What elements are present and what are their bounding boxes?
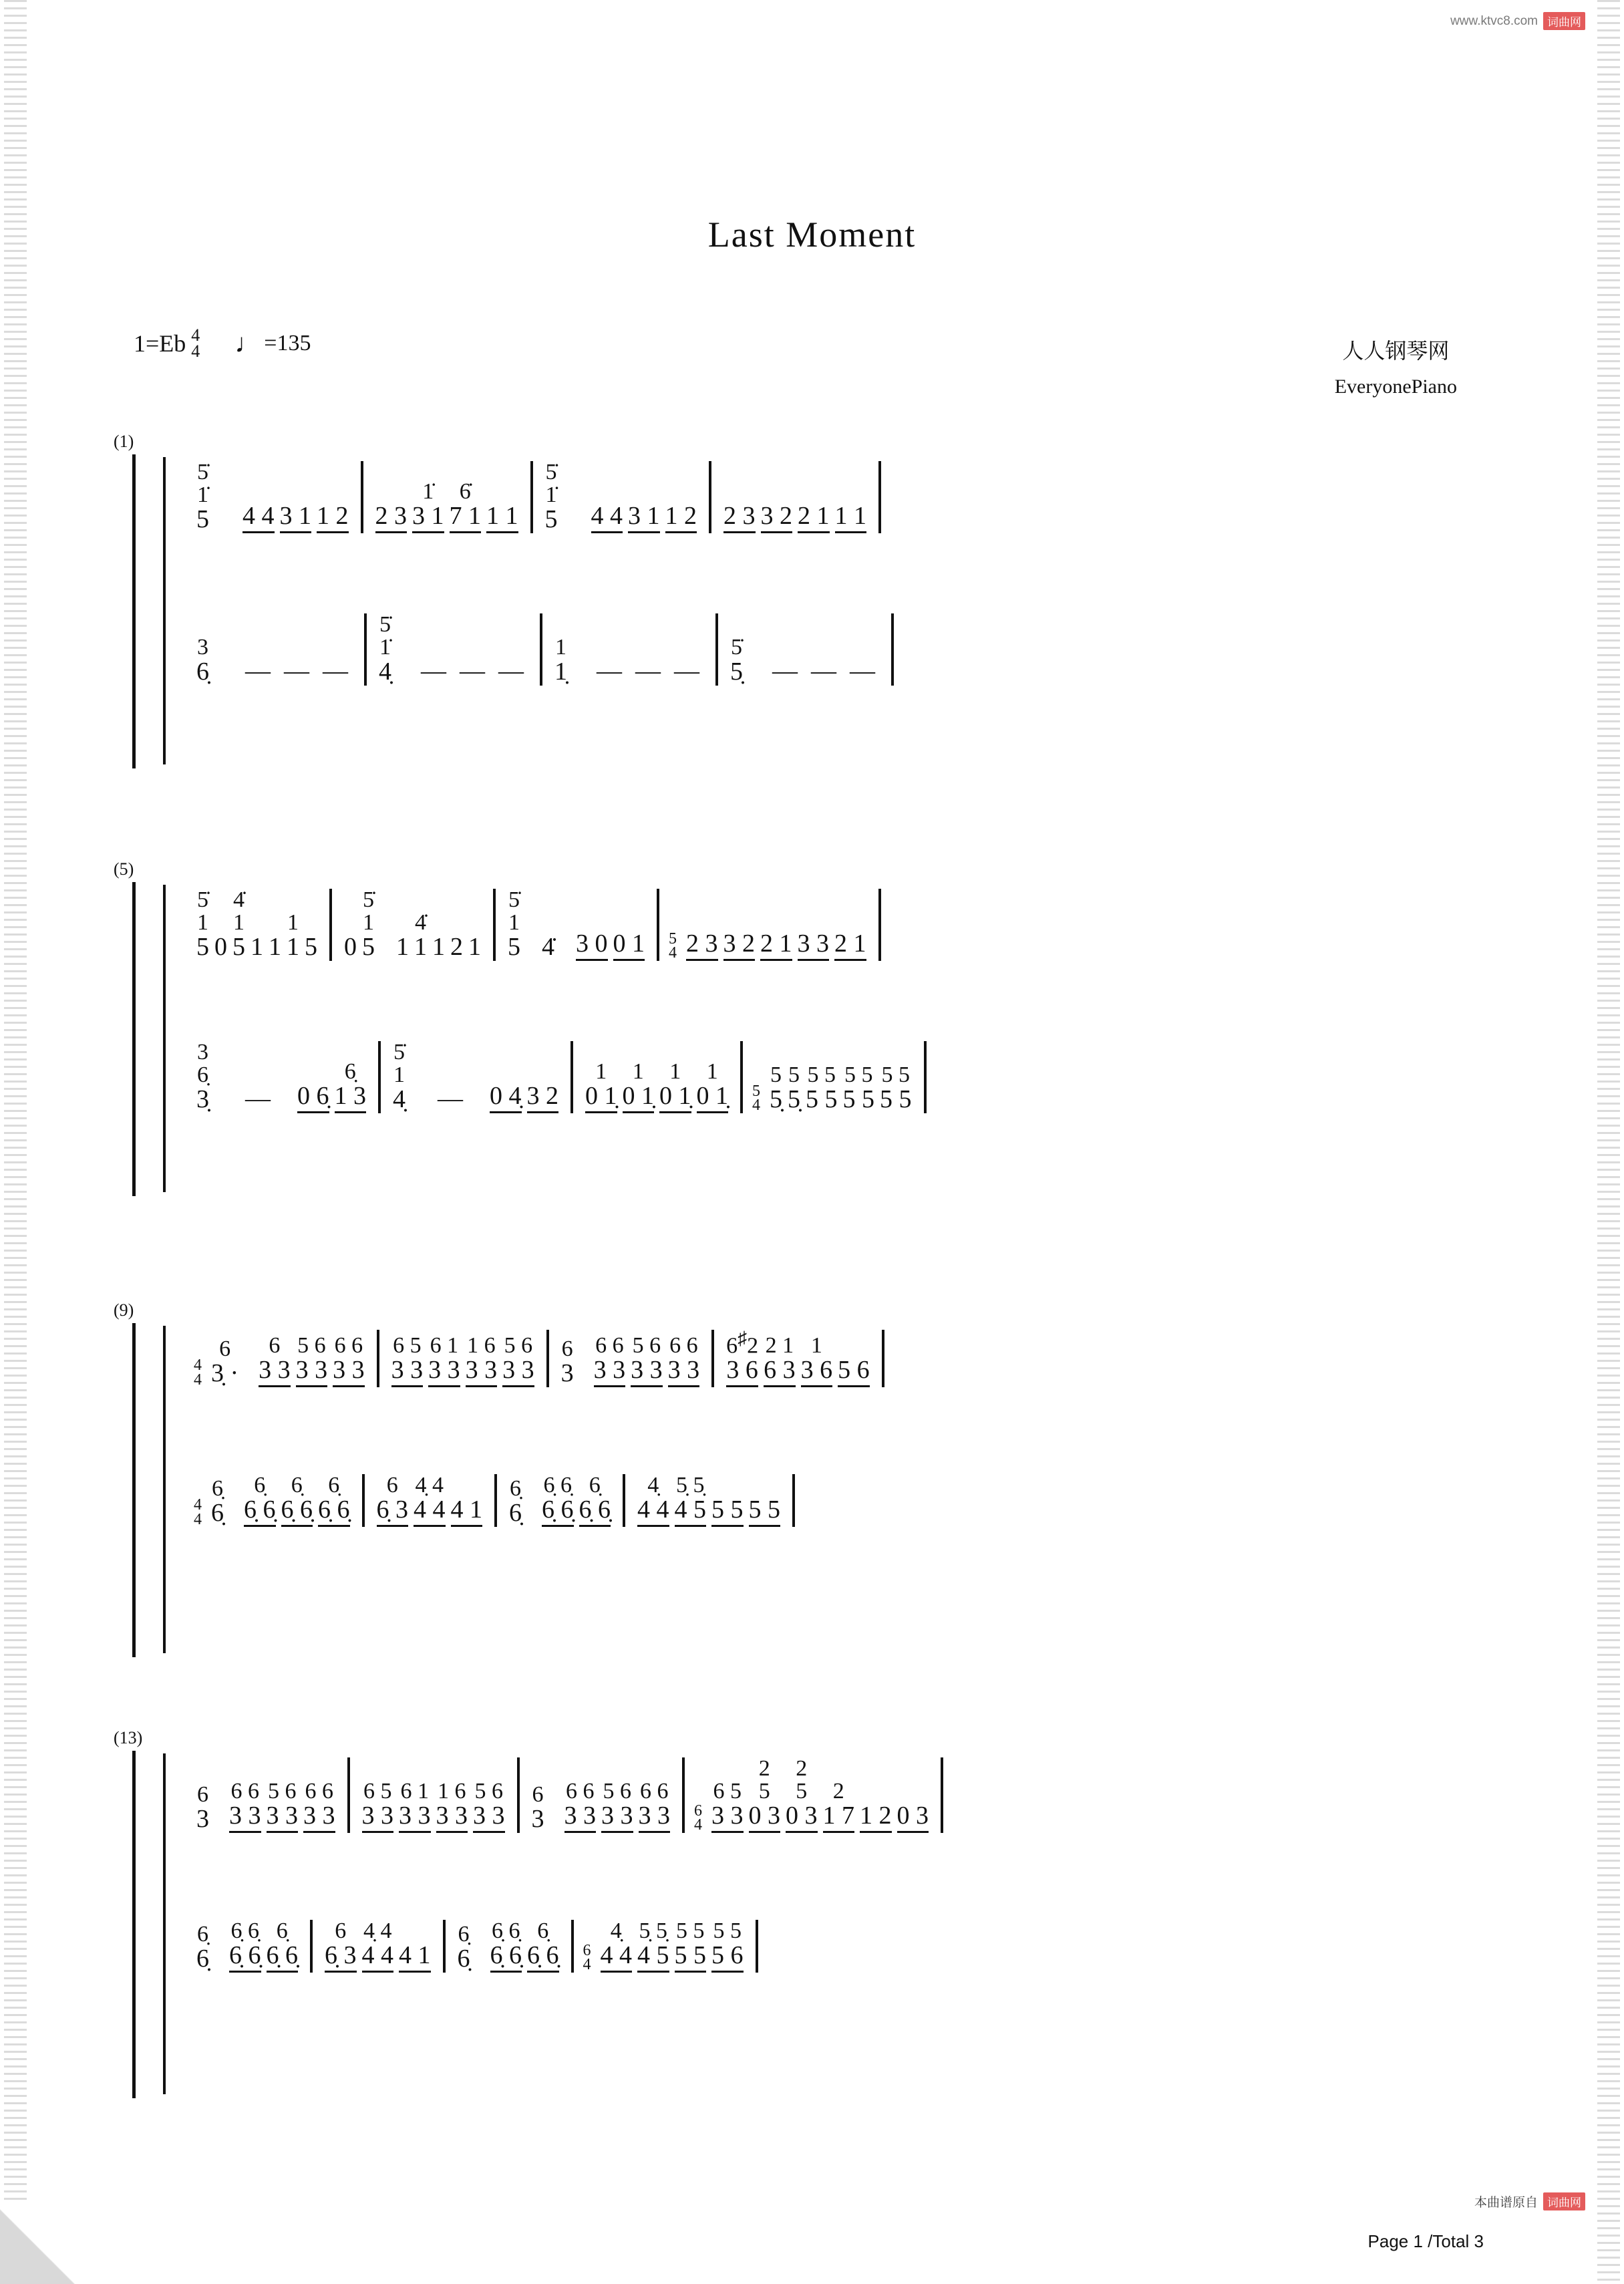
time-signature-5-4: 5 4 (669, 930, 677, 962)
watermark-bottom-badge: 词曲网 (1543, 2192, 1585, 2210)
page-footer: Page 1 /Total 3 (1367, 2231, 1484, 2251)
credit-chinese: 人人钢琴网 (1342, 339, 1450, 363)
system-3-brace (132, 1323, 166, 1657)
system-2-bass-m8: 5 4 5 5̣ 5 5̣ 5 5 5 5 5 5 5 5 5 5 5 5 (752, 1062, 912, 1115)
system-4-brace (132, 1751, 166, 2098)
system-4-bass-m15: 6̣ 6̣ 6̣ 6̣ 6̣ 6̣ 6̣ 6̣ 6̣ (457, 1918, 559, 1973)
system-1-bass-m4: 5̇ 5̣ — — — (730, 634, 875, 686)
music-system-4 (114, 1728, 1510, 2098)
music-system-2 (114, 859, 1510, 1196)
credit-block (1335, 334, 1457, 398)
time-signature-4-4-treble: 4 4 (194, 1357, 202, 1389)
quarter-note-icon: ♩ (234, 327, 262, 358)
time-signature-6-4-bass: 6 4 (583, 1941, 591, 1974)
system-2-treble-m5: 5̇ 1 5 0 4̇ 1 5 1 1 1 1 5 (196, 887, 317, 961)
system-2-treble-m7: 5̇ 1 5 4̇ 3 0 0 1 (508, 887, 645, 961)
system-2-treble-m8: 5 4 2 3 3 2 2 1 3 3 2 1 (669, 930, 866, 962)
page-title: Last Moment (707, 215, 917, 255)
system-4-bass-m14: 6 6̣ 3 4̣ 4 4 4 4 1 (322, 1920, 434, 1973)
watermark-top-badge: 词曲网 (1543, 12, 1585, 30)
time-signature-6-4-treble: 6 4 (694, 1802, 702, 1834)
system-1-brace (132, 454, 166, 768)
credit-english: EveryonePiano (1334, 376, 1457, 398)
system-1-treble-m3: 5̇ 1̇ 5 4 4 3 1 1 2 (544, 460, 697, 533)
system-1-bass-m1: 3 6̣ — — — (196, 634, 348, 686)
system-3-bass-m11: 6̣ 6̣ 6̣ 6̣ 6̣ 6̣ 6̣ 6̣ 6̣ (509, 1473, 611, 1528)
tempo-value: =135 (264, 330, 311, 355)
system-4-treble-m16: 6 4 6 5 3 3 2 5 0 3 2 5 0 3 2 1 7 1 2 0 3 (694, 1756, 929, 1834)
system-1-barline (163, 457, 166, 764)
time-signature-4-4-bass: 4 4 (194, 1495, 202, 1528)
system-2-brace (132, 882, 166, 1196)
system-3-treble-m9: 6 3̣ · 6 3 3 5 6 3 3 6 6 3 3 (211, 1333, 365, 1388)
tempo-marking (234, 327, 311, 358)
system-4-bass-m13: 6̣ 6̣ 6̣ 6̣ 6̣ 6̣ 6̣ 6̣ 6̣ (196, 1918, 298, 1973)
scan-edge-left (4, 0, 27, 2284)
music-system-3 (114, 1300, 1510, 1657)
system-4-number: (13) (114, 1728, 143, 1747)
system-2-bass-m6: 5̇ 1 4̣ — 0 4̣ 3 2 (393, 1039, 558, 1113)
system-1-treble-m2: 2 3 1̇ 3 1 6̇ 7 1 1 1 (373, 480, 521, 533)
watermark-top (1450, 12, 1585, 30)
system-1-number: (1) (114, 432, 134, 451)
system-1-treble-m4: 2 3 3 2 2 1 1 1 (721, 503, 869, 533)
system-2-barline (163, 885, 166, 1192)
system-3-treble-m10: 6 5 3 3 6 1 3 3 1 6 3 3 5 6 3 3 (389, 1334, 537, 1387)
system-3-barline (163, 1326, 166, 1653)
scan-edge-right (1597, 0, 1620, 2284)
key-signature: 1=Eb (134, 329, 186, 357)
key-and-tempo (134, 327, 311, 360)
system-3-treble-m12: 6♯2 3 6 2 1 6 3 1 3 6 5 6 (723, 1330, 872, 1387)
system-1-bass-m2: 5̇ 1̇ 4̣ — — — (379, 611, 524, 686)
system-3-bass-m10: 6 6̣ 3 4̣ 4 4 4 4 1 (374, 1474, 486, 1527)
system-2-bass-m5: 3 6̣ 3̣ — 0 6̣ 6̣ 1 3 (196, 1039, 366, 1113)
page-corner-fold (0, 2204, 80, 2284)
system-3-number: (9) (114, 1300, 134, 1320)
system-4-barline (163, 1753, 166, 2094)
system-4-treble-m14: 6 5 3 3 6 1 3 3 1 6 3 3 5 6 3 3 (359, 1780, 508, 1833)
time-signature: 4 4 (191, 325, 200, 361)
system-3-treble-m11: 6 3 6 6 3 3 5 6 3 3 6 6 3 3 (560, 1333, 700, 1388)
watermark-bottom-text: 本曲谱原自 (1474, 2196, 1538, 2210)
watermark-top-url: www.ktvc8.com (1450, 13, 1538, 28)
system-3-bass-m9: 6̣ 6̣ 6̣ 6̣ 6̣ 6̣ 6̣ 6̣ 6̣ 6̣ 6̣ (211, 1473, 350, 1528)
system-4-bass-m16: 6 4 4̣ 4 4 5̣ 5̣ 4 5 5 5 5 5 5 5 5 6 (583, 1918, 744, 1974)
system-4-treble-m15: 6 3 6 6 3 3 5 6 3 3 6 6 3 3 (531, 1779, 670, 1833)
system-4-treble-m13: 6 3 6 6 3 3 5 6 3 3 6 6 3 3 (196, 1779, 335, 1833)
watermark-bottom (1474, 2192, 1585, 2210)
system-2-treble-m6: 0 5̇ 1 5 1 4̇ 1 1 2 1 (344, 887, 481, 961)
time-signature-5-4-bass: 5 4 (752, 1082, 760, 1115)
system-1-bass-m3: 1 1̣ — — — (554, 634, 699, 686)
system-1-treble-m1: 5̇ 1̇ 5 4 4 3 1 1 2 (196, 460, 349, 533)
system-2-number: (5) (114, 859, 134, 879)
system-2-bass-m7: 1 0 1̣ 1 0 1̣ 1 0 1̣ 1 0 1̣ (583, 1060, 731, 1113)
music-system-1 (114, 432, 1510, 768)
system-3-bass-m12: 4̣ 4 4 5̣ 5̣ 4 5 5 5 5 5 (635, 1474, 783, 1527)
